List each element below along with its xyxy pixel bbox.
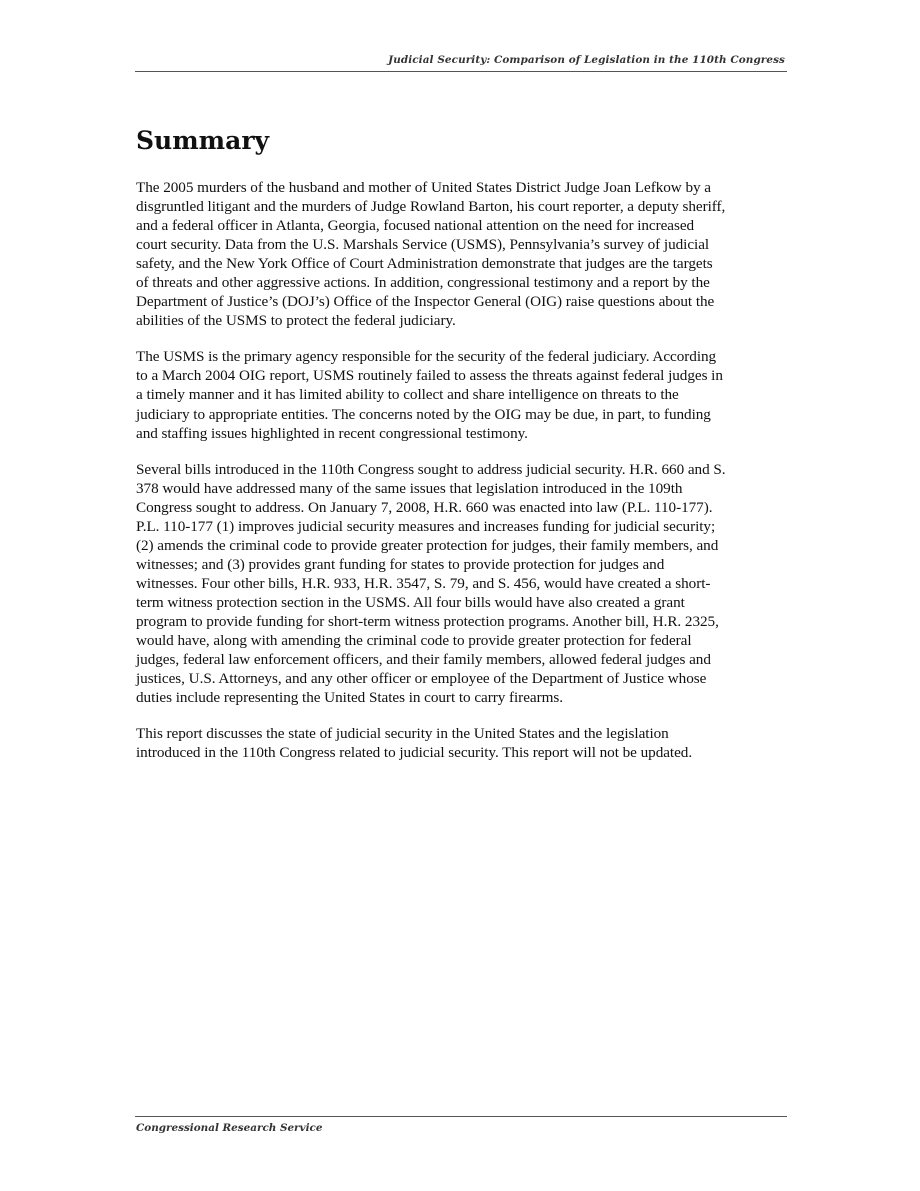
text-line: would have, along with amending the criminal code to provide greater protection for federal <box>136 632 692 650</box>
header-divider <box>135 71 787 72</box>
text-line: This report discusses the state of judicial security in the United States and the legislation <box>136 725 669 743</box>
text-line: program to provide funding for short-term witness protection programs. Another bill, H.R. 2325, <box>136 612 719 630</box>
text-line: The USMS is the primary agency responsible for the security of the federal judiciary. According <box>136 348 717 366</box>
text-line: and a federal officer in Atlanta, Georgia, focused national attention on the need for increased <box>136 217 695 235</box>
text-line: term witness protection section in the USMS. All four bills would have also created a grant <box>136 593 685 611</box>
text-line: to a March 2004 OIG report, USMS routinely failed to assess the threats against federal judges in <box>136 367 723 385</box>
summary-paragraph-1 <box>136 178 786 330</box>
summary-paragraph-2 <box>136 347 786 442</box>
text-line: and staffing issues highlighted in recent congressional testimony. <box>136 424 528 442</box>
text-line: Department of Justice’s (DOJ’s) Office of the Inspector General (OIG) raise questions about the <box>136 293 715 311</box>
footer-organization: Congressional Research Service <box>136 1122 323 1134</box>
text-line: judiciary to appropriate entities. The concerns noted by the OIG may be due, in part, to funding <box>136 405 711 423</box>
text-line: abilities of the USMS to protect the federal judiciary. <box>136 312 456 330</box>
text-line: (2) amends the criminal code to provide greater protection for judges, their family members, and <box>136 536 719 554</box>
text-line: of threats and other aggressive actions. In addition, congressional testimony and a report by the <box>136 274 710 292</box>
text-line: judges, federal law enforcement officers, and their family members, allowed federal judges and <box>136 651 711 669</box>
text-line: a timely manner and it has limited ability to collect and share intelligence on threats to the <box>136 386 679 404</box>
text-line: court security. Data from the U.S. Marshals Service (USMS), Pennsylvania’s survey of judicial <box>136 236 710 254</box>
footer-divider <box>135 1116 787 1117</box>
summary-paragraph-4 <box>136 724 786 762</box>
text-line: Congress sought to address. On January 7, 2008, H.R. 660 was enacted into law (P.L. 110-177). <box>136 498 713 516</box>
text-line: introduced in the 110th Congress related to judicial security. This report will not be updated. <box>136 744 693 762</box>
text-line: safety, and the New York Office of Court Administration demonstrate that judges are the targets <box>136 255 713 273</box>
running-header-title: Judicial Security: Comparison of Legislation in the 110th Congress <box>388 54 785 66</box>
summary-body <box>136 178 786 779</box>
text-line: witnesses; and (3) provides grant funding for states to provide protection for judges and <box>136 555 665 573</box>
page-title: Summary <box>136 126 270 155</box>
text-line: The 2005 murders of the husband and mother of United States District Judge Joan Lefkow by a <box>136 179 711 196</box>
text-line: P.L. 110-177 (1) improves judicial security measures and increases funding for judicial security; <box>136 517 716 535</box>
summary-paragraph-3 <box>136 460 786 708</box>
text-line: disgruntled litigant and the murders of Judge Rowland Barton, his court reporter, a deputy sheriff, <box>136 198 726 216</box>
text-line: Several bills introduced in the 110th Congress sought to address judicial security. H.R. 660 and S. <box>136 460 726 478</box>
text-line: justices, U.S. Attorneys, and any other officer or employee of the Department of Justice whose <box>136 670 707 688</box>
text-line: duties include representing the United States in court to carry firearms. <box>136 689 563 707</box>
text-line: 378 would have addressed many of the same issues that legislation introduced in the 109th <box>136 479 683 497</box>
text-line: witnesses. Four other bills, H.R. 933, H.R. 3547, S. 79, and S. 456, would have created a short- <box>136 574 711 592</box>
